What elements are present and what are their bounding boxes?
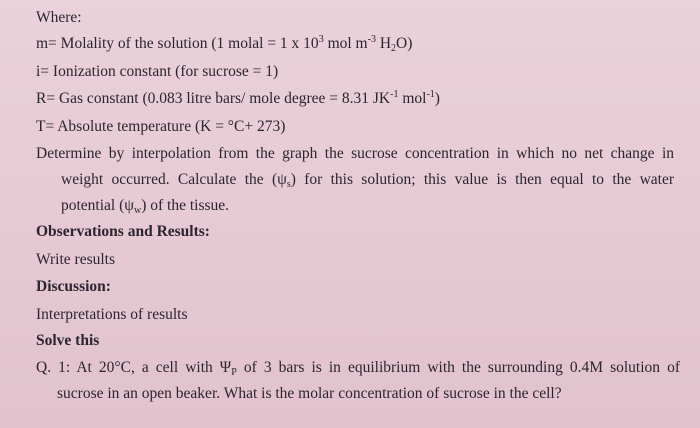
determine-line-1: Determine by interpolation from the graph the sucrose concentration in which no net change in: [36, 145, 674, 162]
temperature-definition: T= Absolute temperature (K = °C+ 273): [36, 118, 286, 135]
question-line-2: sucrose in an open beaker. What is the molar concentration of sucrose in the cell?: [57, 385, 562, 402]
ionization-definition: i= Ionization constant (for sucrose = 1): [36, 63, 279, 80]
gas-constant-definition: R= Gas constant (0.083 litre bars/ mole degree = 8.31 $JK^{-1}$ mol$^{-1}$): [36, 89, 440, 107]
interpretations-text: Interpretations of results: [36, 306, 188, 323]
solve-this-label: Solve this: [36, 332, 100, 349]
observations-heading: Observations and Results:: [36, 223, 210, 240]
question-line-1: Q. 1: At 20°C, a cell with $\Psi_P$ of 3 bars is in equilibrium with the surrounding 0.4M solution of: [36, 359, 680, 378]
determine-line-3: potential $(\psi_w)$ of the tissue.: [61, 197, 230, 216]
where-label: Where:: [36, 9, 82, 26]
molality-definition: m= Molality of the solution (1 molal = 1 x $10^3$ mol $m^{-3}$ $H_2O$): [36, 34, 413, 54]
write-results-text: Write results: [36, 251, 116, 268]
determine-line-2: weight occurred. Calculate the $(\psi_s)$ for this solution; this value is then equal to the water: [61, 171, 674, 190]
discussion-heading: Discussion:: [36, 278, 111, 295]
